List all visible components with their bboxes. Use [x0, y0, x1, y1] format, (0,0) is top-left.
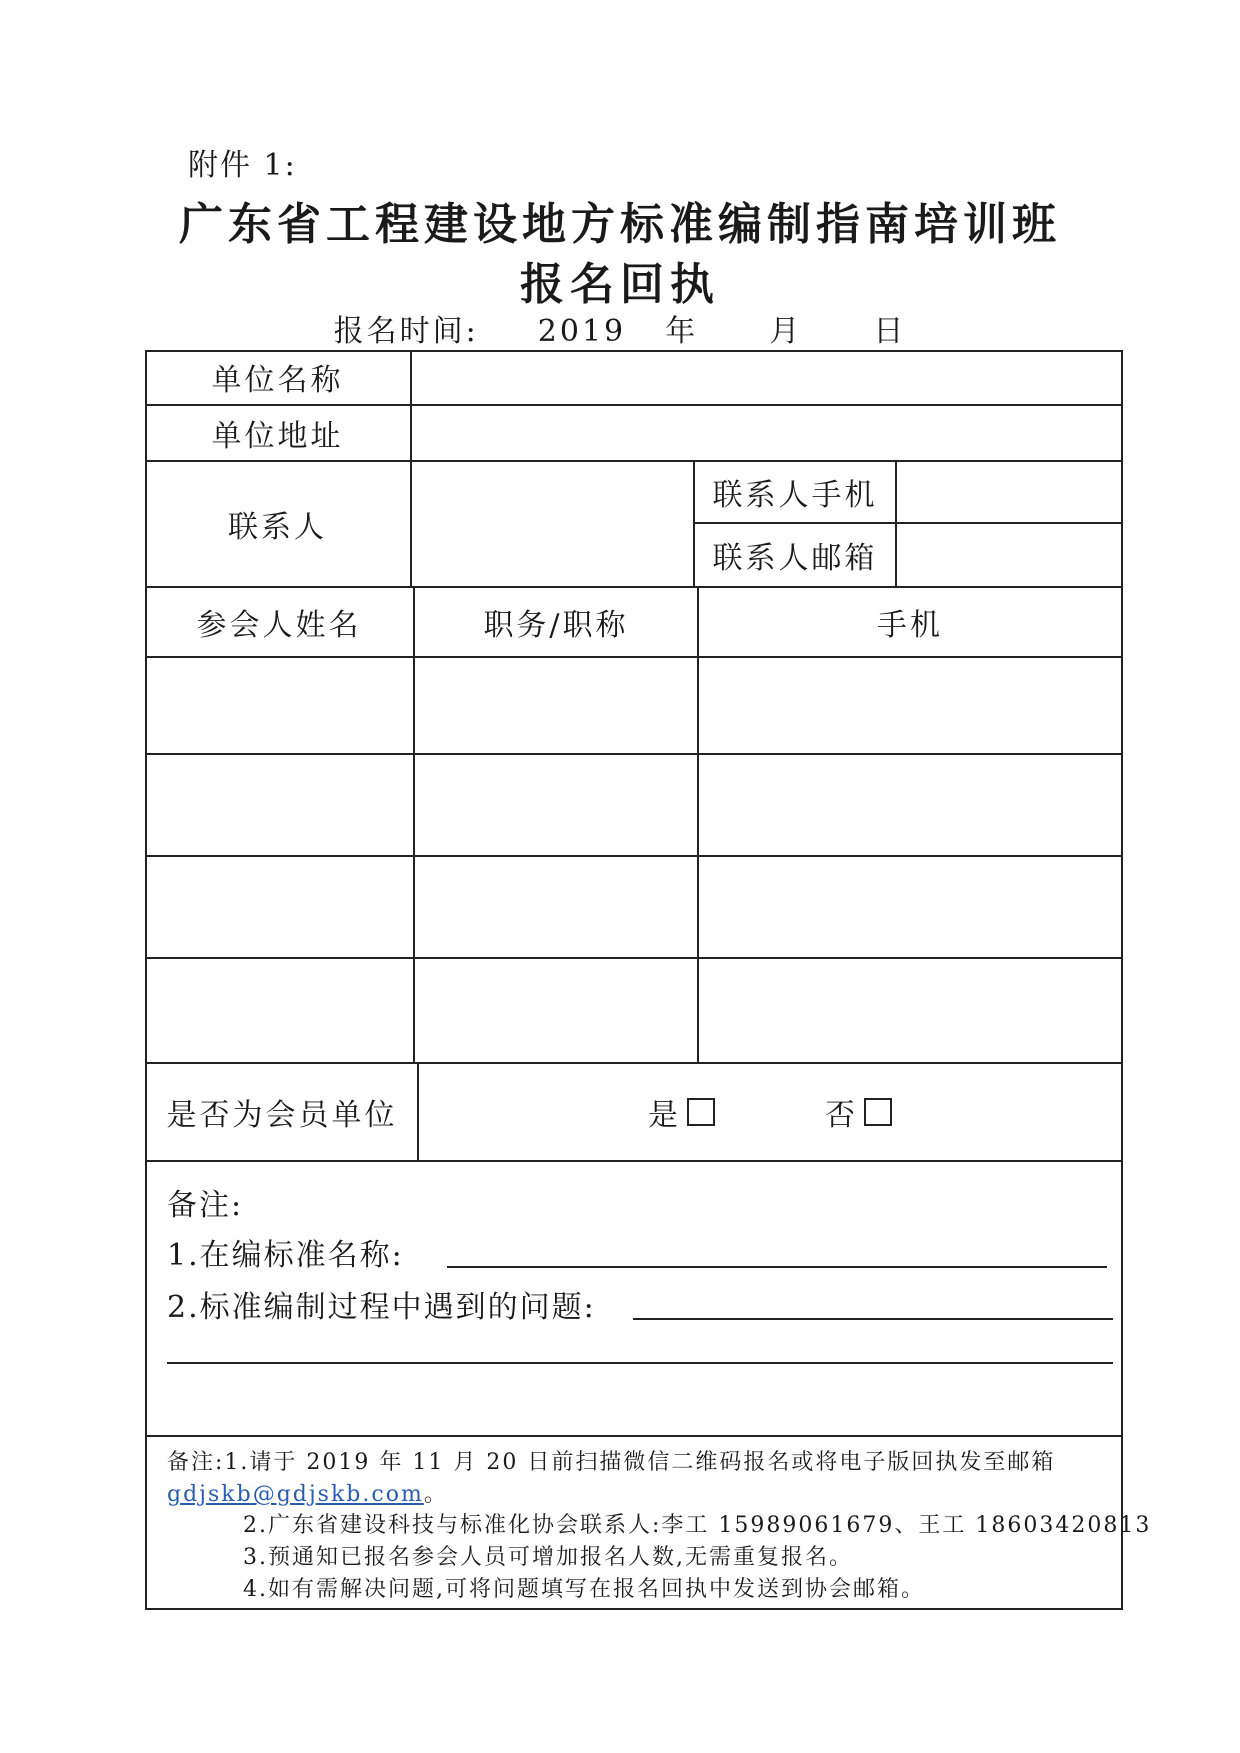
no-checkbox[interactable] — [864, 1098, 892, 1126]
email-suffix: 。 — [423, 1482, 448, 1507]
remark-1-label: 1.在编标准名称: — [167, 1238, 404, 1273]
page-title: 广东省工程建设地方标准编制指南培训班 — [179, 199, 1061, 250]
form-border-bottom — [145, 1608, 1123, 1610]
org-address-label: 单位地址 — [211, 419, 344, 454]
row-divider — [145, 1160, 1123, 1162]
attendee-title-field[interactable] — [415, 755, 697, 855]
page-subtitle: 报名回执 — [520, 259, 720, 310]
contact-label: 联系人 — [228, 510, 327, 545]
attendee-title-field[interactable] — [415, 959, 697, 1062]
registration-date — [0, 306, 1240, 350]
member-label: 是否为会员单位 — [166, 1098, 398, 1133]
note-1-email-line — [167, 1477, 448, 1508]
org-address-field[interactable] — [412, 406, 1121, 460]
attendee-name-field[interactable] — [147, 959, 413, 1062]
contact-email-label: 联系人邮箱 — [712, 541, 878, 576]
remark-2-field-continued[interactable] — [167, 1362, 1113, 1364]
date-month-unit: 月 — [769, 314, 803, 349]
member-no-option[interactable] — [825, 1090, 892, 1134]
contact-phone-field[interactable] — [897, 462, 1121, 522]
attendee-title-field[interactable] — [415, 658, 697, 753]
member-yes-label: 是 — [648, 1098, 681, 1133]
date-label: 报名时间: — [333, 314, 479, 349]
attendee-name-field[interactable] — [147, 857, 413, 957]
attendee-phone-field[interactable] — [699, 959, 1121, 1062]
registration-form — [145, 350, 1152, 1610]
note-2: 2.广东省建设科技与标准化协会联系人:李工 15989061679、王工 18603420813 — [243, 1513, 1152, 1538]
remark-2-field[interactable] — [633, 1318, 1113, 1320]
form-border-right — [1121, 350, 1123, 1610]
member-no-label: 否 — [825, 1098, 858, 1133]
contact-phone-label: 联系人手机 — [712, 478, 878, 513]
col-header-name: 参会人姓名 — [196, 608, 362, 643]
date-year: 2019 — [537, 314, 627, 349]
yes-checkbox[interactable] — [687, 1098, 715, 1126]
date-year-unit: 年 — [665, 314, 699, 349]
note-4: 4.如有需解决问题,可将问题填写在报名回执中发送到协会邮箱。 — [243, 1577, 925, 1602]
remark-1-field[interactable] — [447, 1266, 1107, 1268]
col-header-phone: 手机 — [877, 608, 943, 643]
remarks-title: 备注: — [167, 1188, 244, 1223]
attendee-phone-field[interactable] — [699, 755, 1121, 855]
attendee-phone-field[interactable] — [699, 857, 1121, 957]
org-name-field[interactable] — [412, 352, 1121, 404]
org-name-label: 单位名称 — [211, 363, 344, 398]
contact-name-field[interactable] — [412, 462, 693, 586]
row-divider — [145, 1435, 1123, 1437]
attendee-name-field[interactable] — [147, 755, 413, 855]
note-1: 备注:1.请于 2019 年 11 月 20 日前扫描微信二维码报名或将电子版回执发至邮箱 — [167, 1450, 1056, 1475]
col-header-title: 职务/职称 — [483, 608, 629, 643]
attendee-phone-field[interactable] — [699, 658, 1121, 753]
date-day-unit: 日 — [873, 314, 907, 349]
member-yes-option[interactable] — [648, 1090, 715, 1134]
remark-2-label: 2.标准编制过程中遇到的问题: — [167, 1290, 596, 1325]
attachment-label: 附件 1: — [188, 148, 297, 183]
contact-email-field[interactable] — [897, 524, 1121, 586]
email-link[interactable]: gdjskb@gdjskb.com — [167, 1482, 424, 1507]
attendee-title-field[interactable] — [415, 857, 697, 957]
member-options — [419, 1064, 1121, 1160]
attendee-name-field[interactable] — [147, 658, 413, 753]
note-3: 3.预通知已报名参会人员可增加报名人数,无需重复报名。 — [243, 1545, 853, 1570]
